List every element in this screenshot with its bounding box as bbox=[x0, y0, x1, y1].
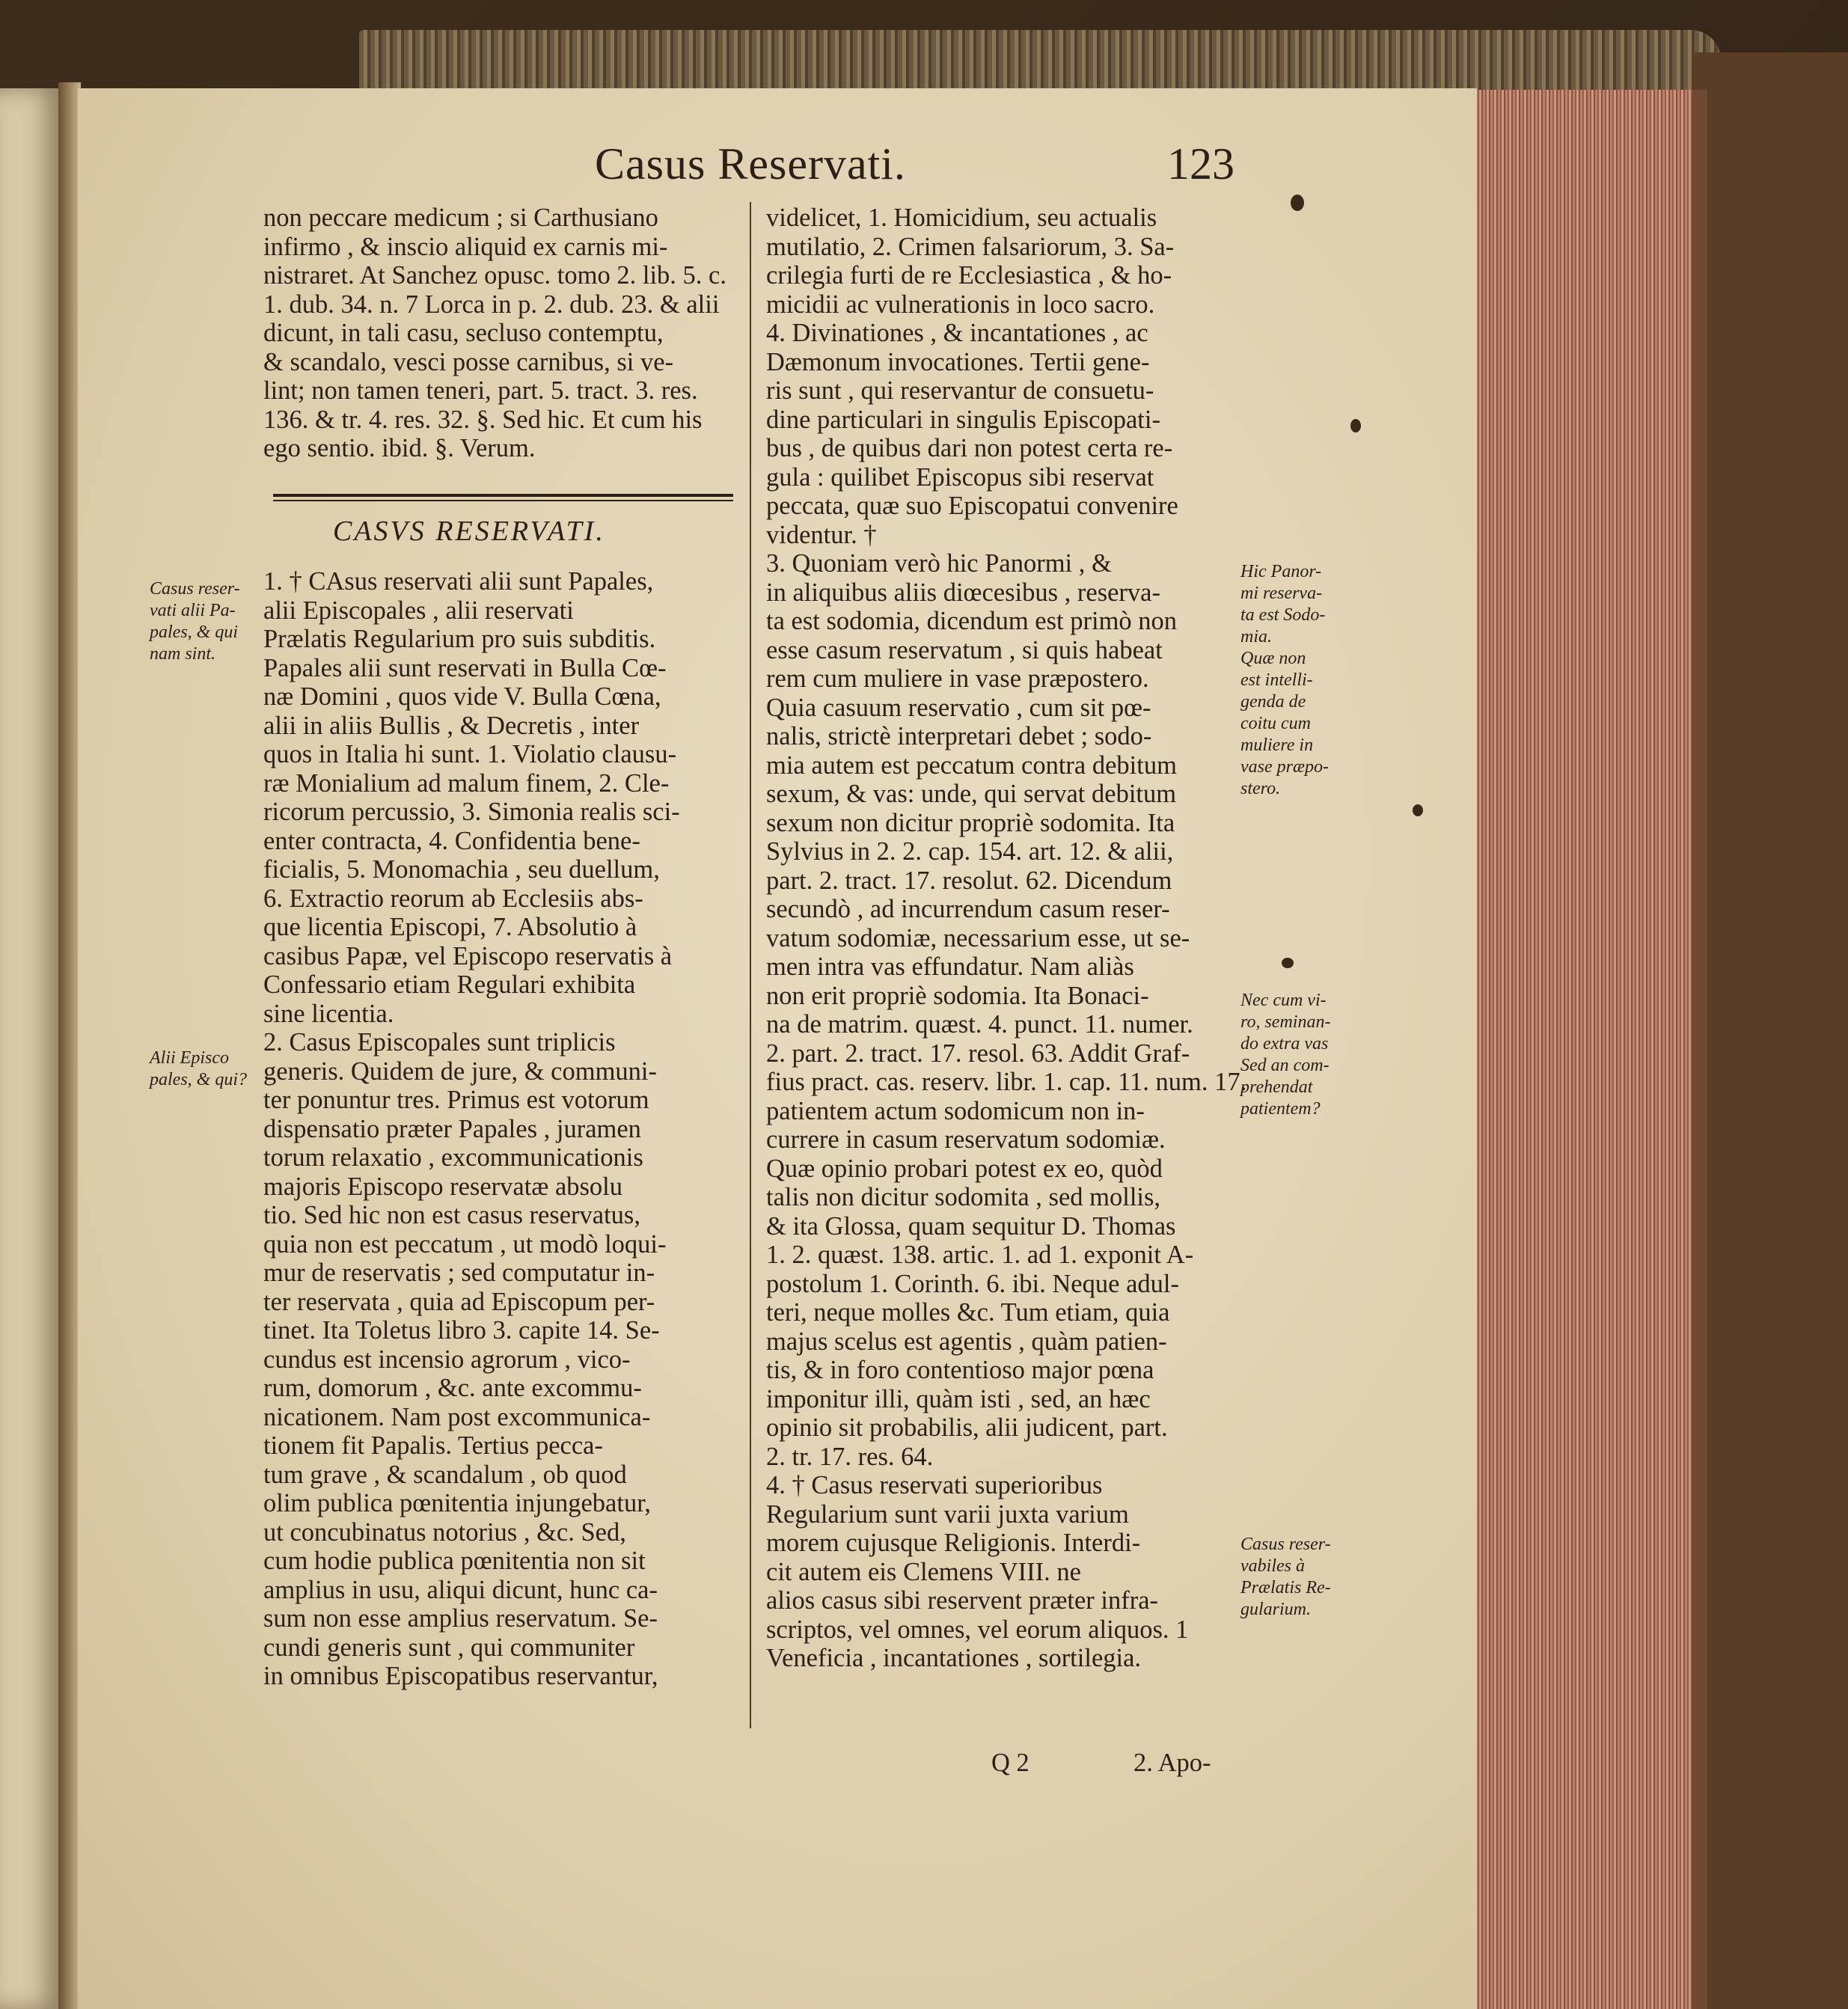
page-fore-edge bbox=[1468, 90, 1707, 2009]
text-line: vatum sodomiæ, necessarium esse, ut se- bbox=[766, 923, 1190, 952]
margin-line: pales, & qui? bbox=[150, 1070, 247, 1089]
section-title: CASVS RESERVATI. bbox=[333, 516, 605, 547]
text-line: tinet. Ita Toletus libro 3. capite 14. Se- bbox=[263, 1316, 660, 1345]
text-line: dine particulari in singulis Episcopati- bbox=[766, 405, 1160, 434]
facing-page-edge bbox=[0, 88, 60, 2009]
text-line: imponitur illi, quàm isti , sed, an hæc bbox=[766, 1384, 1151, 1413]
text-line: Quæ opinio probari potest ex eo, quòd bbox=[766, 1154, 1163, 1183]
margin-line: ro, seminan- bbox=[1240, 1012, 1331, 1032]
text-line: majus scelus est agentis , quàm patien- bbox=[766, 1327, 1167, 1356]
ink-spot bbox=[1282, 958, 1294, 968]
ink-spot bbox=[1350, 419, 1361, 432]
text-line bbox=[766, 1673, 1246, 1702]
text-line: sexum non dicitur propriè sodomita. Ita bbox=[766, 808, 1175, 837]
margin-line: patientem? bbox=[1240, 1099, 1321, 1119]
left-column-main bbox=[263, 567, 680, 1691]
left-column-top bbox=[263, 204, 726, 463]
text-line: ta est sodomia, dicendum est primò non bbox=[766, 607, 1178, 635]
text-line: 4. † Casus reservati superioribus bbox=[766, 1471, 1103, 1499]
text-line: rem cum muliere in vase præpostero. bbox=[766, 664, 1149, 693]
margin-note-right-c bbox=[1240, 561, 1329, 800]
text-line: Quia casuum reservatio , cum sit pœ- bbox=[766, 693, 1151, 722]
text-line: 1. dub. 34. n. 7 Lorca in p. 2. dub. 23. & alii bbox=[263, 290, 720, 319]
text-line: majoris Episcopo reservatæ absolu bbox=[263, 1172, 623, 1201]
text-line: talis non dicitur sodomita , sed mollis, bbox=[766, 1183, 1161, 1211]
margin-line: Casus reser- bbox=[150, 579, 240, 599]
margin-note-right-d bbox=[1240, 990, 1330, 1120]
text-line: part. 2. tract. 17. resolut. 62. Dicendum bbox=[766, 866, 1172, 895]
text-line: ræ Monialium ad malum finem, 2. Cle- bbox=[263, 768, 670, 798]
text-line: ter ponuntur tres. Primus est votorum bbox=[263, 1086, 649, 1114]
margin-note-right-e bbox=[1240, 1534, 1331, 1621]
text-line: nicationem. Nam post excommunica- bbox=[263, 1402, 651, 1431]
margin-line: stero. bbox=[1240, 779, 1281, 798]
catchword: 2. Apo- bbox=[1133, 1749, 1211, 1777]
text-line: & ita Glossa, quam sequitur D. Thomas bbox=[766, 1211, 1176, 1241]
text-line: postolum 1. Corinth. 6. ibi. Neque adul- bbox=[766, 1269, 1179, 1298]
text-line: generis. Quidem de jure, & communi- bbox=[263, 1057, 657, 1086]
text-line: morem cujusque Religionis. Interdi- bbox=[766, 1529, 1141, 1557]
text-line: ter reservata , quia ad Episcopum per- bbox=[263, 1287, 655, 1316]
text-line: alii in aliis Bullis , & Decretis , inter bbox=[263, 711, 640, 740]
text-line: que licentia Episcopi, 7. Absolutio à bbox=[263, 913, 637, 941]
text-line: quos in Italia hi sunt. 1. Violatio clausu- bbox=[263, 740, 677, 768]
text-line: ficialis, 5. Monomachia , seu duellum, bbox=[263, 855, 660, 884]
text-line: 4. Divinationes , & incantationes , ac bbox=[766, 319, 1148, 347]
margin-line: est intelli- bbox=[1240, 670, 1313, 690]
column-divider bbox=[750, 202, 751, 1728]
margin-line: Quæ non bbox=[1240, 649, 1306, 668]
text-line: dicunt, in tali casu, secluso contemptu, bbox=[263, 319, 664, 347]
text-line: alii Episcopales , alii reservati bbox=[263, 596, 574, 625]
text-line: enter contracta, 4. Confidentia bene- bbox=[263, 826, 640, 855]
text-line: ricorum percussio, 3. Simonia realis sci- bbox=[263, 798, 680, 826]
text-line: 2. Casus Episcopales sunt triplicis bbox=[263, 1028, 616, 1057]
book-headband bbox=[359, 30, 1721, 96]
margin-line: gularium. bbox=[1240, 1600, 1312, 1619]
text-line: sine licentia. bbox=[263, 999, 394, 1028]
text-line: alios casus sibi reservent præter infra- bbox=[766, 1586, 1159, 1615]
margin-line: prehendat bbox=[1240, 1077, 1313, 1097]
page-number: 123 bbox=[1167, 139, 1234, 189]
margin-line: muliere in bbox=[1240, 736, 1314, 755]
text-line: casibus Papæ, vel Episcopo reservatis à bbox=[263, 941, 673, 970]
text-line: bus , de quibus dari non potest certa re- bbox=[766, 434, 1173, 462]
text-line: tionem fit Papalis. Tertius pecca- bbox=[263, 1431, 603, 1460]
margin-line: Casus reser- bbox=[1240, 1535, 1331, 1554]
margin-line: vati alii Pa- bbox=[150, 601, 236, 620]
margin-line: do extra vas bbox=[1240, 1034, 1329, 1054]
text-line: olim publica pœnitentia injungebatur, bbox=[263, 1489, 651, 1517]
book-cover-edge bbox=[1692, 52, 1848, 2009]
text-line: tis, & in foro contentioso major pœna bbox=[766, 1356, 1154, 1384]
margin-line: vase præpo- bbox=[1240, 757, 1329, 777]
text-line: mur de reservatis ; sed computatur in- bbox=[263, 1259, 655, 1287]
margin-line: mia. bbox=[1240, 627, 1272, 646]
margin-line: vabiles à bbox=[1240, 1556, 1305, 1576]
text-line: 3. Quoniam verò hic Panormi , & bbox=[766, 549, 1112, 578]
section-rule bbox=[273, 494, 733, 497]
text-line: quia non est peccatum , ut modò loqui- bbox=[263, 1229, 667, 1259]
text-line: scriptos, vel omnes, vel eorum aliquos. 1 bbox=[766, 1615, 1189, 1644]
text-line: rum, domorum , &c. ante excommu- bbox=[263, 1374, 642, 1402]
margin-line: pales, & qui bbox=[150, 623, 238, 642]
margin-note-left-b bbox=[150, 1048, 247, 1091]
text-line: peccata, quæ suo Episcopatui convenire bbox=[766, 492, 1178, 520]
text-line: ris sunt , qui reservantur de consuetu- bbox=[766, 376, 1154, 405]
text-line: secundò , ad incurrendum casum reser- bbox=[766, 895, 1170, 923]
text-line: & scandalo, vesci posse carnibus, si ve- bbox=[263, 347, 674, 376]
text-line: teri, neque molles &c. Tum etiam, quia bbox=[766, 1298, 1170, 1327]
text-line: lint; non tamen teneri, part. 5. tract. 3. res. bbox=[263, 376, 698, 405]
text-line: gula : quilibet Episcopus sibi reservat bbox=[766, 462, 1154, 492]
margin-line: Hic Panor- bbox=[1240, 562, 1322, 581]
text-line: in aliquibus aliis diœcesibus , reserva- bbox=[766, 578, 1160, 607]
signature-mark: Q 2 bbox=[991, 1749, 1029, 1777]
text-line: ut concubinatus notorius , &c. Sed, bbox=[263, 1517, 626, 1547]
text-line: crilegia furti de re Ecclesiastica , & ho- bbox=[766, 261, 1172, 290]
text-line: Papales alii sunt reservati in Bulla Cœ- bbox=[263, 653, 667, 682]
text-line: videntur. † bbox=[766, 520, 877, 549]
text-line: mutilatio, 2. Crimen falsariorum, 3. Sa- bbox=[766, 232, 1175, 261]
margin-line: Alii Episco bbox=[150, 1048, 229, 1068]
margin-line: coitu cum bbox=[1240, 714, 1311, 733]
text-line: nistraret. At Sanchez opusc. tomo 2. lib. 5. c. bbox=[263, 261, 726, 290]
text-line: Confessario etiam Regulari exhibita bbox=[263, 970, 636, 999]
text-line: cit autem eis Clemens VIII. ne bbox=[766, 1557, 1081, 1586]
text-line: patientem actum sodomicum non in- bbox=[766, 1096, 1145, 1125]
text-line: infirmo , & inscio aliquid ex carnis mi- bbox=[263, 232, 668, 261]
ink-spot bbox=[1291, 195, 1304, 211]
text-line: videlicet, 1. Homicidium, seu actualis bbox=[766, 204, 1157, 232]
text-line: na de matrim. quæst. 4. punct. 11. numer. bbox=[766, 1010, 1193, 1039]
margin-line: Nec cum vi- bbox=[1240, 991, 1327, 1010]
margin-note-left-a bbox=[150, 578, 240, 665]
text-line: Sylvius in 2. 2. cap. 154. art. 12. & alii, bbox=[766, 837, 1174, 866]
right-column bbox=[766, 204, 1246, 1701]
text-line: sum non esse amplius reservatum. Se- bbox=[263, 1604, 658, 1633]
text-line: 1. 2. quæst. 138. artic. 1. ad 1. exponit A- bbox=[766, 1241, 1194, 1269]
text-line: men intra vas effundatur. Nam aliàs bbox=[766, 952, 1134, 981]
text-line: tio. Sed hic non est casus reservatus, bbox=[263, 1201, 640, 1229]
text-line: cum hodie publica pœnitentia non sit bbox=[263, 1547, 646, 1575]
text-line: mia autem est peccatum contra debitum bbox=[766, 750, 1177, 780]
text-line: opinio sit probabilis, alii judicent, part. bbox=[766, 1413, 1168, 1442]
text-line: Veneficia , incantationes , sortilegia. bbox=[766, 1644, 1142, 1672]
margin-line: genda de bbox=[1240, 692, 1306, 712]
text-line: amplius in usu, aliqui dicunt, hunc ca- bbox=[263, 1575, 658, 1604]
text-line: Prælatis Regularium pro suis subditis. bbox=[263, 625, 656, 653]
text-line: ego sentio. ibid. §. Verum. bbox=[263, 434, 536, 462]
text-line: 2. part. 2. tract. 17. resol. 63. Addit Graf- bbox=[766, 1039, 1190, 1068]
margin-line: Sed an com- bbox=[1240, 1056, 1330, 1075]
text-line: 2. tr. 17. res. 64. bbox=[766, 1442, 934, 1471]
running-title: Casus Reservati. bbox=[595, 139, 906, 189]
text-line: 6. Extractio reorum ab Ecclesiis abs- bbox=[263, 884, 643, 913]
text-line: micidii ac vulnerationis in loco sacro. bbox=[766, 290, 1155, 319]
text-line: cundus est incensio agrorum , vico- bbox=[263, 1345, 631, 1374]
margin-line: nam sint. bbox=[150, 644, 216, 664]
text-line: 136. & tr. 4. res. 32. §. Sed hic. Et cum his bbox=[263, 405, 703, 434]
margin-line: mi reserva- bbox=[1240, 584, 1323, 603]
text-line: næ Domini , quos vide V. Bulla Cœna, bbox=[263, 682, 661, 711]
text-line: esse casum reservatum , si quis habeat bbox=[766, 635, 1163, 664]
text-line: sexum, & vas: unde, qui servat debitum bbox=[766, 780, 1177, 808]
text-line: non erit propriè sodomia. Ita Bonaci- bbox=[766, 981, 1149, 1010]
text-line: Regularium sunt varii juxta varium bbox=[766, 1499, 1129, 1529]
text-line: in omnibus Episcopatibus reservantur, bbox=[263, 1662, 658, 1690]
margin-line: ta est Sodo- bbox=[1240, 605, 1326, 625]
text-line: nalis, strictè interpretari debet ; sodo- bbox=[766, 722, 1152, 750]
text-line: torum relaxatio , excommunicationis bbox=[263, 1143, 643, 1172]
text-line: currere in casum reservatum sodomiæ. bbox=[766, 1125, 1166, 1154]
text-line: cundi generis sunt , qui communiter bbox=[263, 1633, 635, 1662]
text-line: dispensatio præter Papales , juramen bbox=[263, 1114, 641, 1143]
section-rule-thin bbox=[273, 500, 733, 501]
text-line: Dæmonum invocationes. Tertii gene- bbox=[766, 347, 1150, 376]
margin-line: Prælatis Re- bbox=[1240, 1578, 1331, 1597]
text-line: tum grave , & scandalum , ob quod bbox=[263, 1460, 627, 1489]
ink-spot bbox=[1413, 804, 1423, 816]
text-line: fius pract. cas. reserv. libr. 1. cap. 11. num. 17. bbox=[766, 1068, 1247, 1096]
text-line: 1. † CAsus reservati alii sunt Papales, bbox=[263, 567, 654, 596]
text-line: non peccare medicum ; si Carthusiano bbox=[263, 204, 658, 232]
